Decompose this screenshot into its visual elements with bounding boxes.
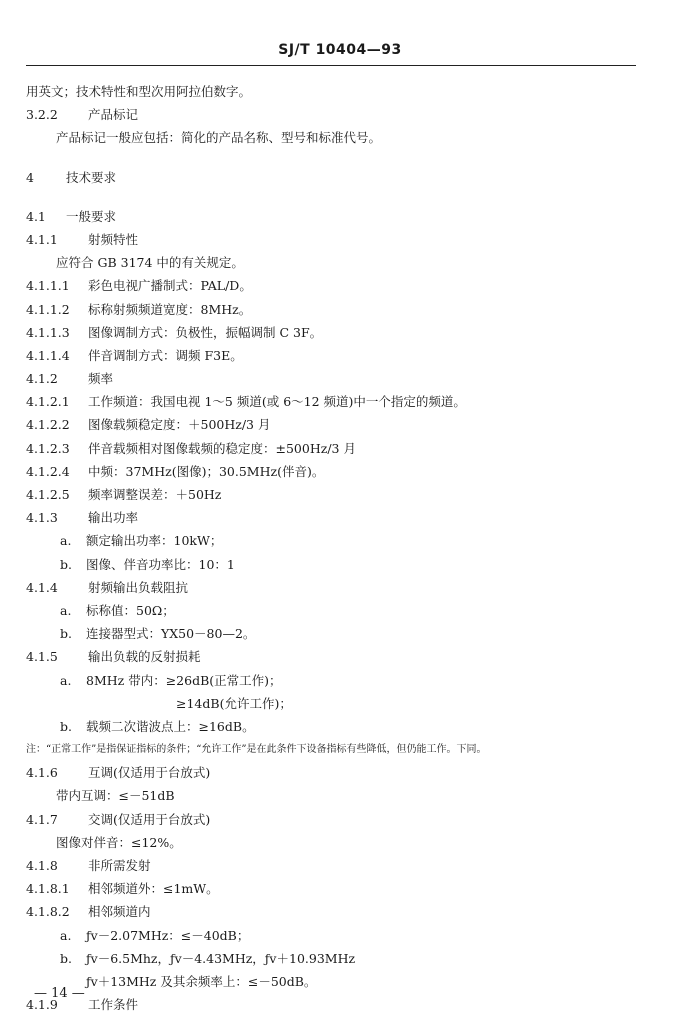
list-item: b. 连接器型式：YX50－80—2。 — [60, 626, 256, 642]
section-heading: 4.1.2 频率 — [26, 371, 114, 387]
clause-item: 4.1.1.2 标称射频频道宽度：8MHz。 — [26, 301, 252, 317]
standard-code: SJ/T 10404—93 — [278, 42, 402, 58]
text-line: 用英文；技术特性和型次用阿拉伯数字。 — [26, 84, 252, 99]
text-line: 应符合 GB 3174 中的有关规定。 — [56, 255, 244, 271]
header-rule — [26, 65, 636, 66]
list-item: b. 图像、伴音功率比：10：1 — [60, 556, 235, 572]
text-line: 带内互调：≤－51dB — [56, 788, 175, 804]
text-line: 产品标记一般应包括：简化的产品名称、型号和标准代号。 — [56, 130, 382, 146]
list-item: a. 额定输出功率：10kW； — [60, 533, 223, 549]
section-heading: 4.1.6 互调(仅适用于台放式) — [26, 765, 211, 781]
page-number: — 14 — — [34, 986, 85, 1001]
clause-item: 4.1.1.3 图像调制方式：负极性，振幅调制 C 3F。 — [26, 324, 323, 340]
text-line: 图像对伴音：≤12%。 — [56, 834, 182, 850]
section-heading: 4.1.5 输出负载的反射损耗 — [26, 649, 201, 665]
section-heading: 4.1.8 非所需发射 — [26, 858, 151, 873]
section-heading: 4.1 一般要求 — [26, 208, 117, 224]
clause-item: 4.1.1.1 彩色电视广播制式：PAL/D。 — [26, 278, 252, 294]
section-heading: 4.1.7 交调(仅适用于台放式) — [26, 811, 211, 827]
clause-item: 4.1.1.4 伴音调制方式：调频 F3E。 — [26, 347, 243, 363]
list-item: a. ƒv－2.07MHz：≤－40dB； — [60, 927, 250, 943]
clause-item: 4.1.2.2 图像载频稳定度：＋500Hz/3 月 — [26, 417, 271, 433]
section-heading: 4.1.9 工作条件 — [26, 997, 139, 1013]
list-item-continuation: ƒv＋13MHz 及其余频率上：≤－50dB。 — [86, 973, 317, 989]
section-heading: 4 技术要求 — [26, 169, 117, 185]
clause-item: 4.1.2.4 中频：37MHz(图像)；30.5MHz(伴音)。 — [26, 463, 325, 479]
clause-item: 4.1.8.1 相邻频道外：≤1mW。 — [26, 881, 219, 897]
clause-item: 4.1.8.2 相邻频道内 — [26, 904, 151, 920]
list-item: a. 标称值：50Ω； — [60, 602, 175, 618]
list-item-continuation: ≥14dB(允许工作)； — [176, 695, 292, 711]
note: 注：“正常工作”是指保证指标的条件；“允许工作”是在此条件下设备指标有些降低，但仍能工作。下同。 — [26, 744, 487, 756]
section-heading: 4.1.1 射频特性 — [26, 231, 139, 247]
section-heading: 3.2.2 产品标记 — [26, 107, 139, 123]
clause-item: 4.1.2.1 工作频道：我国电视 1～5 频道(或 6～12 频道)中一个指定的频道。 — [26, 394, 466, 410]
clause-item: 4.1.2.3 伴音载频相对图像载频的稳定度：±500Hz/3 月 — [26, 440, 356, 456]
section-heading: 4.1.4 射频输出负载阻抗 — [26, 579, 189, 595]
list-item: a. 8MHz 带内：≥26dB(正常工作)； — [60, 672, 282, 688]
clause-item: 4.1.2.5 频率调整误差：＋50Hz — [26, 487, 222, 502]
list-item: b. 载频二次谐波点上：≥16dB。 — [60, 718, 255, 734]
list-item: b. ƒv－6.5Mhz，ƒv－4.43MHz，ƒv＋10.93MHz — [60, 950, 356, 966]
body-text — [26, 80, 656, 1016]
section-heading: 4.1.3 输出功率 — [26, 510, 139, 526]
